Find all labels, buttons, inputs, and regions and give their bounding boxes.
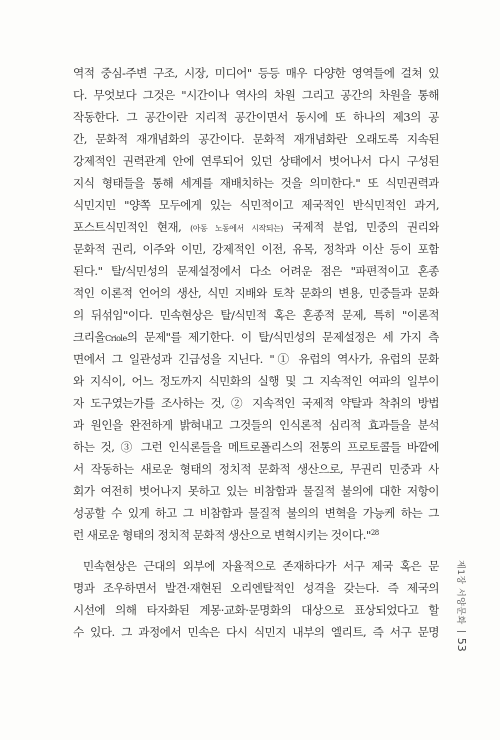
paragraph-first-line: 민속현상은 근대의 외부에 자율적으로 존재하다가 서구 제국 혹은 문 (83, 559, 439, 573)
body-line: 간, 문화적 재개념화의 공간이다. 문화적 재개념화란 오래도록 지속된 (73, 132, 439, 146)
body-line: 서 작동하는 새로운 형태의 정치적 문화적 생산으로, 무권리 민중과 사 (73, 462, 439, 476)
body-line: 의 뒤섞임"이다. 민속현상은 탈/식민적 혹은 혼종적 문제, 특히 "이론적 (73, 308, 439, 322)
body-line: 과 원인을 완전하게 밝혀내고 그것들의 인식론적 심리적 효과들을 분석 (73, 418, 439, 432)
body-line: 시선에 의해 타자화된 계몽·교화·문명화의 대상으로 표상되었다고 할 (73, 603, 439, 617)
page-body (73, 62, 439, 643)
body-line: 된다." 탈/식민성의 문제설정에서 다소 어려운 점은 "파편적이고 혼종 (73, 264, 439, 278)
body-line: 면에서 그 일관성과 긴급성을 지닌다. "① 유럽의 역사가, 유럽의 문화 (73, 352, 439, 366)
body-line: 와 지식이, 어느 정도까지 식민화의 실행 및 그 지속적인 여파의 일부이 (73, 374, 439, 388)
footnote-marker: 28 (370, 529, 379, 537)
body-line: 다. 무엇보다 그것은 "시간이나 역사의 차원 그리고 공간의 차원을 통해 (73, 88, 439, 102)
inline-gloss: Criole (105, 334, 127, 343)
body-line: 강제적인 권력관계 안에 연루되어 있던 상태에서 벗어나서 다시 구성된 (73, 154, 439, 168)
inline-gloss: (아동 노동에서 시작되는) (190, 224, 283, 233)
body-line: 회가 여전히 벗어나지 못하고 있는 비참함과 물질적 불의에 대한 저항이 (73, 484, 439, 498)
body-line: 포스트식민적인 현재, (아동 노동에서 시작되는) 국제적 분업, 민중의 권리와 (73, 220, 439, 234)
body-line: 런 새로운 형태의 정치적 문화적 생산으로 변혁시키는 것이다."$^{28}$ (73, 528, 379, 542)
page-number: 53 (455, 637, 469, 652)
body-line: 역적 중심-주변 구조, 시장, 미디어" 등등 매우 다양한 영역들에 걸쳐 있 (73, 66, 439, 80)
body-line: 수 있다. 그 과정에서 민속은 다시 식민지 내부의 엘리트, 즉 서구 문명 (73, 625, 439, 639)
body-line: 자 도구였는가를 조사하는 것, ② 지속적인 국제적 약탈과 착취의 방법 (73, 396, 439, 410)
body-line: 크리올Criole의 문제"를 제기한다. 이 탈/식민성의 문제설정은 세 가지 측 (73, 330, 439, 344)
body-line: 성공할 수 있게 하고 그 비참함과 물질적 불의의 변혁을 가능케 하는 그 (73, 506, 439, 520)
body-line: 작동한다. 그 공간이란 지리적 공간이면서 동시에 또 하나의 제3의 공 (73, 110, 439, 124)
chapter-title: 제1장 서양문화 (455, 560, 466, 625)
body-line: 지식 형태들을 통해 세계를 재배치하는 것을 의미한다." 또 식민권력과 (73, 176, 439, 190)
body-line: 문화적 권리, 이주와 이민, 강제적인 이전, 유목, 정착과 이산 등이 포함 (73, 242, 439, 256)
body-line: 적인 이론적 언어의 생산, 식민 지배와 토착 문화의 변용, 민중들과 문화 (73, 286, 439, 300)
body-line: 명과 조우하면서 발견·재현된 오리엔탈적인 성격을 갖는다. 즉 제국의 (73, 581, 439, 595)
running-head (452, 560, 472, 730)
divider (458, 631, 467, 632)
body-line: 식민지민 "양쪽 모두에게 있는 식민적이고 제국적인 반식민적인 과거, (73, 198, 439, 212)
body-line: 하는 것, ③ 그런 인식론들을 메트로폴리스의 전통의 프로토콜들 바깥에 (73, 440, 439, 454)
